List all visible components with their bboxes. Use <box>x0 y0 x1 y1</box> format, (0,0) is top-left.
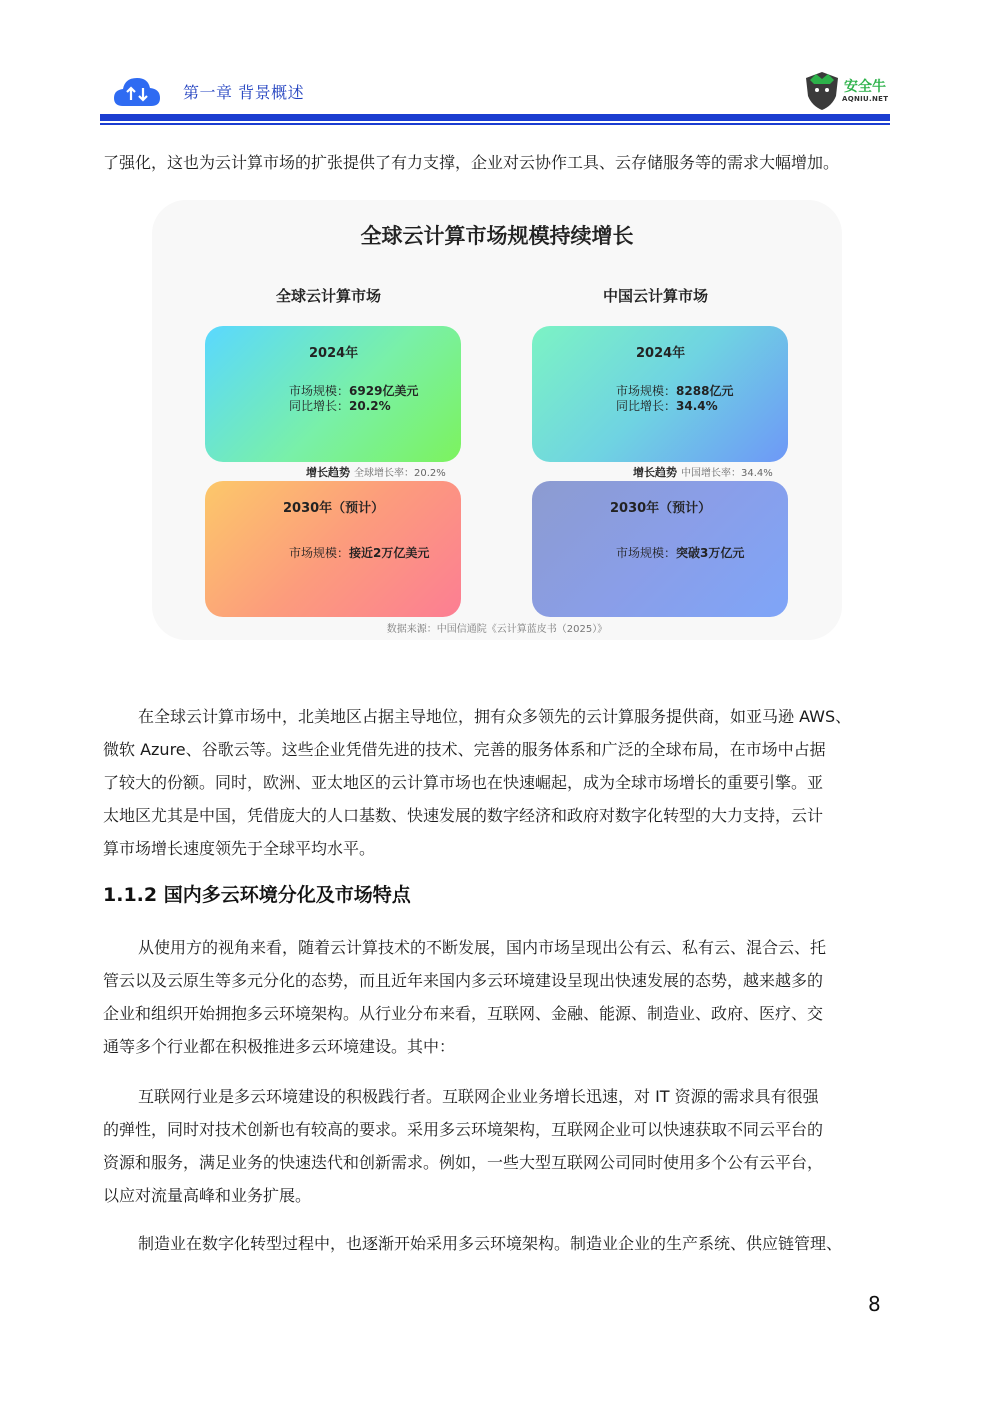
data-source-note: 数据来源：中国信通院《云计算蓝皮书（2025）》 <box>386 624 608 635</box>
paragraph-manufacturing <box>103 1227 889 1260</box>
trend-label: 增长趋势 <box>633 466 677 479</box>
text-line: 微软 Azure、谷歌云等。这些企业凭借先进的技术、完善的服务体系和广泛的全球布局，在市场中占据 <box>103 740 826 759</box>
market-size-value: 6929亿美元 <box>349 384 419 398</box>
text-line: 互联网行业是多云环境建设的积极践行者。互联网企业业务增长迅速，对 IT 资源的需求具有很强 <box>138 1087 819 1106</box>
paragraph-global-market <box>103 700 889 865</box>
text-line: 了较大的份额。同时，欧洲、亚太地区的云计算市场也在快速崛起，成为全球市场增长的重要引擎。亚 <box>103 773 824 792</box>
paragraph-domestic-market <box>103 931 889 1063</box>
text-line: 在全球云计算市场中，北美地区占据主导地位，拥有众多领先的云计算服务提供商，如亚马逊 AWS、 <box>138 707 852 726</box>
global-market-heading: 全球云计算市场 <box>276 287 382 305</box>
logo-sub-text: AQNIU.NET <box>842 95 889 103</box>
china-trend <box>633 464 773 480</box>
market-size-label: 市场规模： <box>616 384 677 398</box>
text-line: 制造业在数字化转型过程中，也逐渐开始采用多云环境架构。制造业企业的生产系统、供应链管理、 <box>138 1234 843 1253</box>
china-2030-card <box>532 481 788 617</box>
trend-label: 增长趋势 <box>306 466 350 479</box>
header-divider <box>100 114 890 121</box>
year-label: 2024年 <box>636 346 686 361</box>
growth-label: 同比增长： <box>616 399 677 413</box>
text-line: 管云以及云原生等多元分化的态势，而且近年来国内多云环境建设呈现出快速发展的态势，越来越多的 <box>103 971 824 990</box>
market-size-row <box>289 384 418 399</box>
text-line: 从使用方的视角来看，随着云计算技术的不断发展，国内市场呈现出公有云、私有云、混合云、托 <box>138 938 827 957</box>
market-size-label: 市场规模： <box>289 384 350 398</box>
text-line: 了强化，这也为云计算市场的扩张提供了有力支撑，企业对云协作工具、云存储服务等的需求大幅增加。 <box>103 153 840 172</box>
growth-row <box>289 399 391 414</box>
text-line: 通等多个行业都在积极推进多云环境建设。其中： <box>103 1037 456 1056</box>
cloud-sync-icon <box>113 74 161 110</box>
text-line: 企业和组织开始拥抱多云环境架构。从行业分布来看，互联网、金融、能源、制造业、政府、医疗、交 <box>103 1004 824 1023</box>
market-size-row <box>616 546 744 561</box>
market-size-row <box>289 546 429 561</box>
year-label: 2030年（预计） <box>610 501 712 516</box>
brand-logo <box>804 68 890 114</box>
growth-value: 34.4% <box>676 399 718 413</box>
shield-icon <box>804 70 840 112</box>
market-size-value: 8288亿元 <box>676 384 734 398</box>
market-size-value: 突破3万亿元 <box>676 546 745 560</box>
section-heading: 1.1.2 国内多云环境分化及市场特点 <box>103 884 411 906</box>
year-label: 2030年（预计） <box>283 501 385 516</box>
growth-row <box>616 399 718 414</box>
global-2024-card <box>205 326 461 462</box>
growth-label: 同比增长： <box>289 399 350 413</box>
paragraph-intro <box>103 146 889 179</box>
page-number: 8 <box>868 1292 881 1316</box>
growth-value: 20.2% <box>349 399 391 413</box>
year-label: 2024年 <box>309 346 359 361</box>
global-trend <box>306 464 446 480</box>
market-size-label: 市场规模： <box>289 546 350 560</box>
global-2030-card <box>205 481 461 617</box>
trend-rate: 全球增长率：20.2% <box>354 468 446 479</box>
text-line: 太地区尤其是中国，凭借庞大的人口基数、快速发展的数字经济和政府对数字化转型的大力支持，云计 <box>103 806 824 825</box>
market-size-row <box>616 384 733 399</box>
text-line: 以应对流量高峰和业务扩展。 <box>103 1186 312 1205</box>
market-size-label: 市场规模： <box>616 546 677 560</box>
market-size-value: 接近2万亿美元 <box>349 546 430 560</box>
text-line: 算市场增长速度领先于全球平均水平。 <box>103 839 376 858</box>
text-line: 的弹性，同时对技术创新也有较高的要求。采用多云环境架构，互联网企业可以快速获取不同云平台的 <box>103 1120 824 1139</box>
header-divider-thin <box>100 123 890 125</box>
market-infographic <box>152 200 842 640</box>
infographic-title: 全球云计算市场规模持续增长 <box>360 224 634 248</box>
chapter-title: 第一章 背景概述 <box>183 83 305 102</box>
trend-rate: 中国增长率：34.4% <box>681 468 773 479</box>
china-market-heading: 中国云计算市场 <box>603 287 709 305</box>
paragraph-internet-industry <box>103 1080 889 1212</box>
china-2024-card <box>532 326 788 462</box>
text-line: 资源和服务，满足业务的快速迭代和创新需求。例如，一些大型互联网公司同时使用多个公有云平台， <box>103 1153 824 1172</box>
logo-brand-text: 安全牛 <box>844 79 886 95</box>
